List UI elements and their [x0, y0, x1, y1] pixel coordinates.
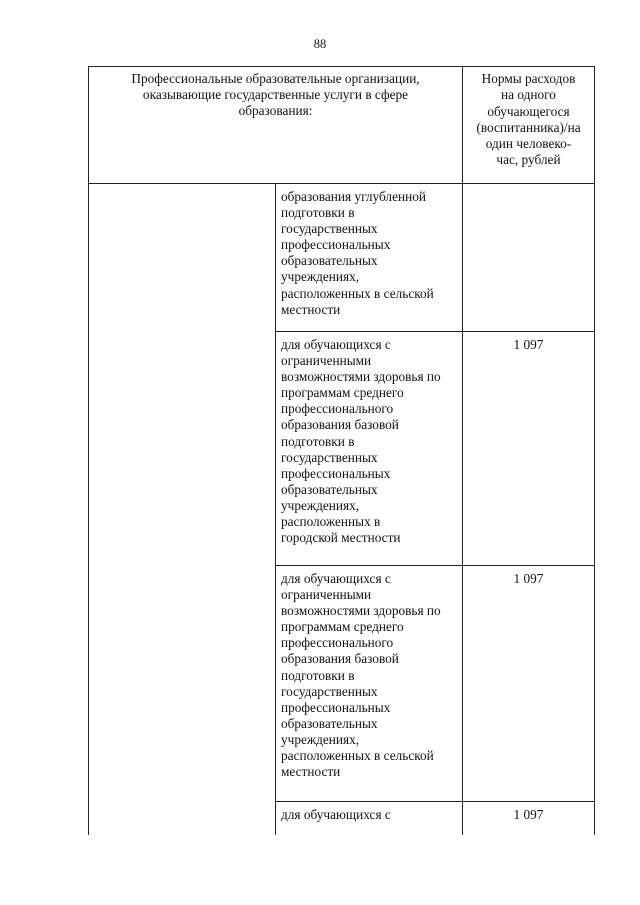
row-value: 1 097 [463, 802, 595, 835]
table-row [276, 802, 595, 835]
table-row [276, 566, 595, 802]
table-rows [276, 184, 595, 835]
page-number: 88 [313, 37, 327, 51]
table-header-row [88, 66, 595, 184]
row-description: для обучающихся с ограниченными возможностями здоровья по программам среднего профессионального образования базовой подготовки в государственных профессиональных образовательных учреждениях, расположенных в сельской местности [276, 566, 463, 801]
category-merged-cell [88, 184, 276, 835]
table-body [88, 184, 595, 835]
norms-table [88, 66, 595, 835]
row-description: для обучающихся с [276, 802, 463, 835]
row-description: образования углубленной подготовки в государственных профессиональных образовательных учреждениях, расположенных в сельской местности [276, 184, 463, 331]
header-organizations-cell [88, 67, 463, 183]
header-organizations-text: Профессиональные образовательные организации, оказывающие государственные услуги в сфере образования: [131, 71, 420, 118]
header-norms-text: Нормы расходов на одного обучающегося (воспитанника)/на один человеко- час, рублей [476, 71, 581, 168]
header-norms-cell [463, 67, 595, 183]
row-value [463, 184, 595, 331]
row-value: 1 097 [463, 566, 595, 801]
row-value: 1 097 [463, 332, 595, 565]
row-description: для обучающихся с ограниченными возможностями здоровья по программам среднего профессионального образования базовой подготовки в государственных профессиональных образовательных учреждениях, расположенных в городской местности [276, 332, 463, 565]
table-row [276, 332, 595, 566]
table-row [276, 184, 595, 332]
